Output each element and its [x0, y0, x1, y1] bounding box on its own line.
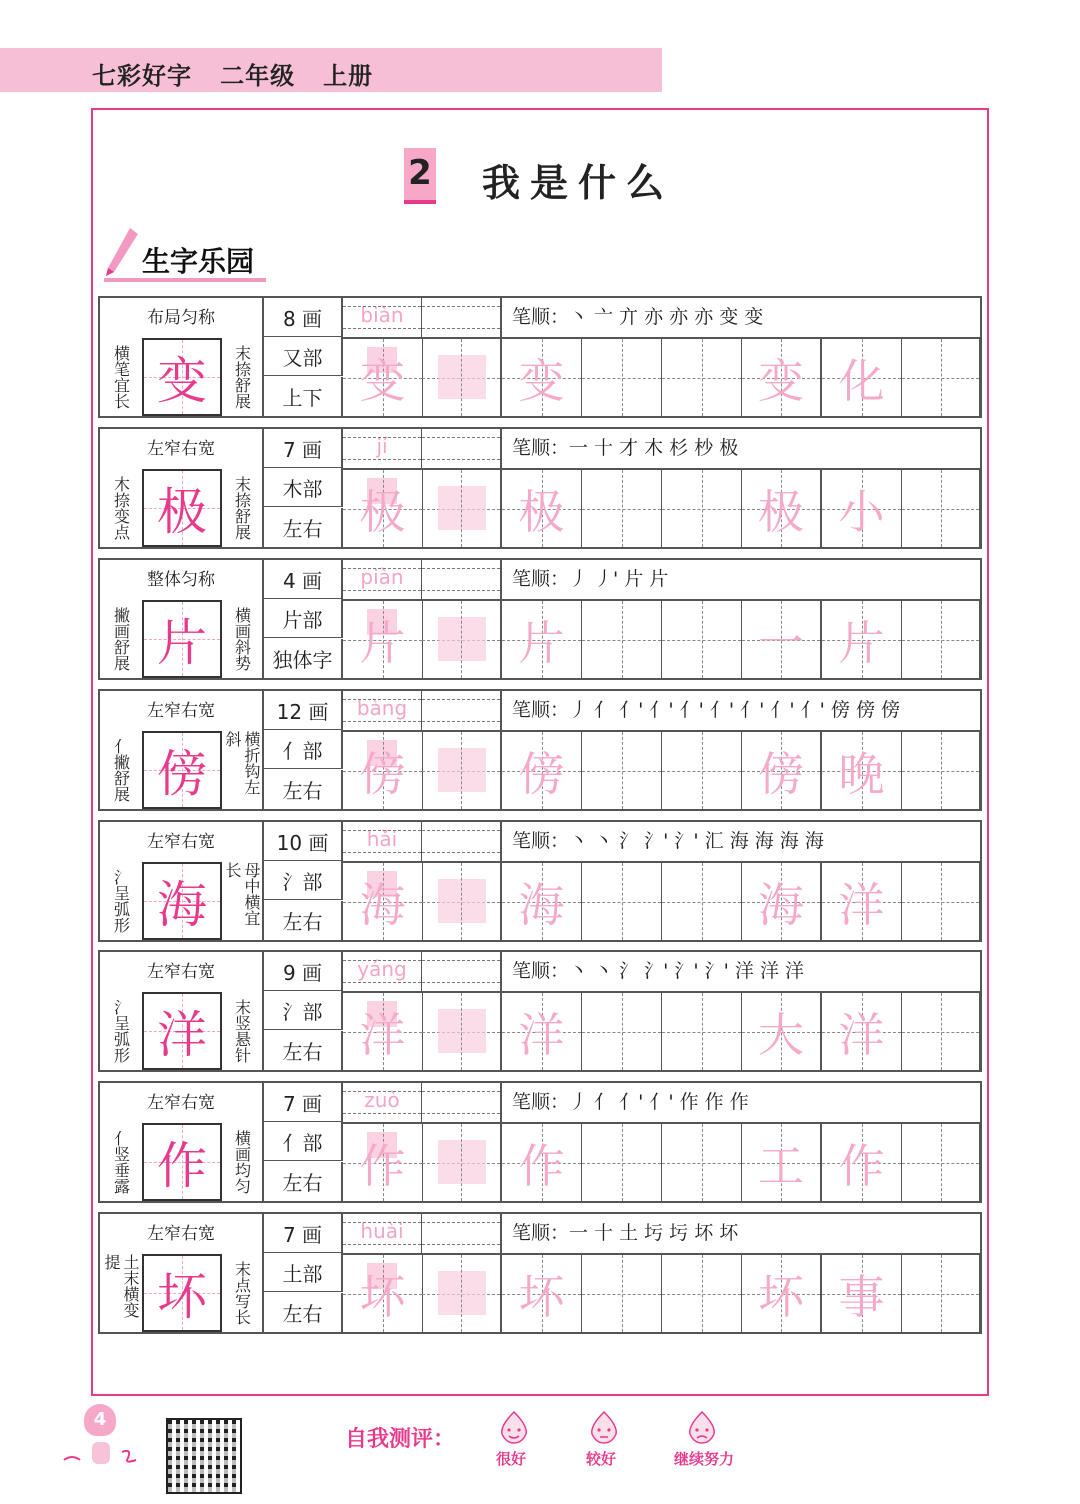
radical: 片部 [264, 599, 343, 638]
writing-box[interactable] [662, 337, 742, 416]
rating-very-good: 很好 [496, 1450, 527, 1468]
writing-box[interactable] [422, 599, 502, 678]
stroke-order-sequence: 丶 丶 氵 氵' 氵' 氵' 洋 洋 洋 [569, 960, 805, 982]
writing-box[interactable] [343, 468, 423, 547]
stroke-order-label: 笔顺： [512, 568, 570, 590]
writing-box[interactable] [742, 337, 822, 416]
model-character-text: 海 [157, 876, 207, 934]
writing-box[interactable] [582, 1253, 662, 1332]
writing-tip-right: 横画均匀 [222, 1123, 264, 1201]
trace-character: 洋 [838, 1007, 885, 1062]
stroke-count: 9 画 [264, 952, 343, 991]
structure: 左右 [264, 901, 343, 940]
pinyin-trace: biàn [343, 298, 422, 337]
stroke-order [502, 1214, 980, 1253]
writing-box[interactable] [662, 861, 742, 940]
stroke-order [502, 429, 980, 468]
writing-box[interactable] [343, 991, 423, 1070]
stroke-order-label: 笔顺： [512, 830, 570, 852]
mushroom-decoration-icon [62, 1438, 152, 1468]
writing-tip-right: 横画斜势 [222, 600, 264, 678]
writing-box[interactable] [582, 468, 662, 547]
writing-box[interactable] [742, 730, 822, 809]
trace-character: 洋 [838, 877, 885, 932]
writing-tip-right: 末竖悬针 [222, 992, 264, 1070]
model-character [142, 600, 222, 678]
stroke-count: 12 画 [264, 691, 343, 730]
stroke-order-label: 笔顺： [512, 437, 570, 459]
writing-box[interactable] [822, 861, 902, 940]
stroke-count: 8 画 [264, 298, 343, 337]
trace-character: 变 [758, 353, 804, 408]
pinyin-trace: jí [343, 429, 422, 468]
page-number: 4 [84, 1404, 116, 1436]
trace-character: 洋 [359, 1007, 406, 1062]
character-row [98, 1081, 982, 1203]
character-row [98, 820, 982, 942]
self-evaluation-label: 自我测评： [345, 1427, 456, 1452]
pinyin-trace: piàn [343, 560, 422, 599]
writing-box[interactable] [902, 1253, 980, 1332]
writing-box[interactable] [902, 861, 980, 940]
trace-character: 极 [359, 484, 406, 539]
model-character [142, 338, 222, 416]
writing-tip-right: 末捺舒展 [222, 338, 264, 416]
layout-label: 左窄右宽 [100, 691, 264, 731]
writing-box[interactable] [742, 468, 822, 547]
stroke-order-sequence: 丿 亻 亻' 亻' 亻' 亻' 亻' 亻' 亻' 傍 傍 傍 [569, 699, 901, 721]
trace-character: 洋 [518, 1007, 565, 1062]
pinyin-trace: yáng [343, 952, 422, 991]
writing-box[interactable] [343, 337, 423, 416]
writing-box[interactable] [662, 991, 742, 1070]
trace-character: 海 [758, 877, 804, 932]
layout-label: 左窄右宽 [100, 1083, 264, 1123]
trace-character: 片 [359, 615, 406, 670]
writing-box[interactable] [822, 599, 902, 678]
writing-box[interactable] [582, 991, 662, 1070]
writing-box[interactable] [502, 1253, 582, 1332]
writing-box[interactable] [902, 1122, 980, 1201]
character-row [98, 689, 982, 811]
section-underline [104, 278, 266, 282]
model-character-text: 傍 [157, 745, 207, 803]
model-character-text: 作 [157, 1137, 207, 1195]
stroke-count: 7 画 [264, 1083, 343, 1122]
layout-label: 整体匀称 [100, 560, 264, 600]
rating-good: 较好 [586, 1450, 617, 1468]
trace-character: 晚 [838, 746, 885, 801]
stroke-order-sequence: 丶 亠 亣 亦 亦 亦 变 变 [569, 306, 764, 328]
pinyin-practice-box[interactable] [422, 691, 502, 730]
character-row [98, 950, 982, 1072]
writing-tip-left: 亻撇舒展 [111, 738, 131, 802]
layout-label: 左窄右宽 [100, 429, 264, 469]
lesson-number: 2 [404, 148, 436, 204]
writing-box[interactable] [662, 1122, 742, 1201]
trace-character: 傍 [359, 746, 406, 801]
writing-box[interactable] [662, 468, 742, 547]
highlight-block [438, 748, 486, 792]
writing-box[interactable] [343, 861, 423, 940]
highlight-block [438, 879, 486, 923]
stroke-count: 4 画 [264, 560, 343, 599]
writing-tip-left: 横笔宜长 [111, 345, 131, 409]
writing-box[interactable] [582, 1122, 662, 1201]
rating-face-very-good-icon[interactable] [496, 1410, 532, 1444]
trace-character: 傍 [758, 746, 804, 801]
character-row [98, 296, 982, 418]
radical: 氵部 [264, 991, 343, 1030]
model-character-text: 洋 [157, 1006, 207, 1064]
structure: 独体字 [264, 639, 343, 678]
trace-character: 变 [518, 353, 565, 408]
radical: 亻部 [264, 730, 343, 769]
highlight-block [438, 1140, 486, 1184]
writing-box[interactable] [742, 1253, 822, 1332]
layout-label: 布局匀称 [100, 298, 264, 338]
highlight-block [438, 617, 486, 661]
writing-tip-left: 氵呈弧形 [111, 869, 131, 933]
book-title: 七彩好字 [92, 62, 192, 90]
model-character [142, 862, 222, 940]
trace-character: 事 [838, 1269, 885, 1324]
writing-box[interactable] [662, 730, 742, 809]
writing-tip-left: 木捺变点 [111, 476, 131, 540]
trace-character: 一 [758, 615, 804, 670]
model-character [142, 1123, 222, 1201]
writing-box[interactable] [662, 599, 742, 678]
writing-box[interactable] [822, 468, 902, 547]
trace-character: 极 [758, 484, 804, 539]
writing-tip-left: 土末横变提 [102, 1254, 140, 1318]
pinyin-trace: bàng [343, 691, 422, 730]
model-character [142, 731, 222, 809]
writing-box[interactable] [502, 861, 582, 940]
stroke-order-label: 笔顺： [512, 306, 570, 328]
writing-box[interactable] [822, 991, 902, 1070]
writing-box[interactable] [902, 730, 980, 809]
layout-label: 左窄右宽 [100, 1214, 264, 1254]
stroke-order-label: 笔顺： [512, 699, 570, 721]
trace-character: 变 [359, 353, 406, 408]
model-character [142, 992, 222, 1070]
writing-tip-right: 横折钩左斜 [222, 731, 264, 809]
stroke-order-label: 笔顺： [512, 960, 570, 982]
stroke-order-sequence: 丿 亻 亻' 亻' 作 作 作 [569, 1091, 749, 1113]
qr-code-icon [166, 1418, 242, 1494]
writing-box[interactable] [422, 1253, 502, 1332]
trace-character: 片 [518, 615, 565, 670]
trace-character: 坏 [758, 1269, 804, 1324]
section-title: 生字乐园 [142, 245, 255, 278]
structure: 左右 [264, 770, 343, 809]
writing-box[interactable] [502, 1122, 582, 1201]
writing-box[interactable] [582, 599, 662, 678]
writing-tip-left: 亻竖垂露 [111, 1130, 131, 1194]
radical: 木部 [264, 468, 343, 507]
trace-character: 小 [838, 484, 885, 539]
structure: 上下 [264, 377, 343, 416]
book-header [92, 56, 373, 91]
trace-character: 片 [838, 615, 885, 670]
writing-box[interactable] [422, 468, 502, 547]
pinyin-practice-box[interactable] [422, 429, 502, 468]
trace-character: 极 [518, 484, 565, 539]
layout-label: 左窄右宽 [100, 952, 264, 992]
model-character-text: 片 [157, 614, 207, 672]
radical: 土部 [264, 1253, 343, 1292]
writing-box[interactable] [742, 599, 822, 678]
stroke-count: 10 画 [264, 822, 343, 861]
pinyin-practice-box[interactable] [422, 1214, 502, 1253]
model-character [142, 469, 222, 547]
writing-box[interactable] [902, 599, 980, 678]
writing-box[interactable] [902, 337, 980, 416]
trace-character: 化 [838, 353, 885, 408]
writing-box[interactable] [502, 991, 582, 1070]
model-character-text: 变 [157, 352, 207, 410]
writing-box[interactable] [343, 1253, 423, 1332]
pencil-icon [104, 226, 140, 278]
writing-tip-right: 末点写长 [222, 1254, 264, 1332]
model-character [142, 1254, 222, 1332]
model-character-text: 极 [157, 483, 207, 541]
writing-box[interactable] [822, 730, 902, 809]
pinyin-trace: zuò [343, 1083, 422, 1122]
trace-character: 作 [838, 1138, 885, 1193]
grade-label: 二年级 [220, 62, 296, 90]
model-character-text: 坏 [157, 1268, 207, 1326]
rating-keep-trying: 继续努力 [674, 1450, 735, 1468]
radical: 氵部 [264, 861, 343, 900]
trace-character: 海 [518, 877, 565, 932]
writing-box[interactable] [422, 1122, 502, 1201]
writing-box[interactable] [422, 337, 502, 416]
pinyin-practice-box[interactable] [422, 822, 502, 861]
writing-box[interactable] [742, 991, 822, 1070]
writing-box[interactable] [343, 1122, 423, 1201]
writing-box[interactable] [502, 599, 582, 678]
highlight-block [438, 1009, 486, 1053]
pinyin-practice-box[interactable] [422, 298, 502, 337]
writing-box[interactable] [822, 337, 902, 416]
pinyin-practice-box[interactable] [422, 952, 502, 991]
stroke-order-sequence: 丶 丶 氵 氵' 氵' 汇 海 海 海 海 [569, 830, 824, 852]
pinyin-practice-box[interactable] [422, 1083, 502, 1122]
stroke-order-sequence: 一 十 土 圬 圬 坏 坏 [569, 1222, 739, 1244]
stroke-count: 7 画 [264, 429, 343, 468]
stroke-order [502, 822, 980, 861]
trace-character: 作 [518, 1138, 565, 1193]
writing-box[interactable] [902, 468, 980, 547]
structure: 左右 [264, 1162, 343, 1201]
volume-label: 上册 [323, 62, 374, 90]
writing-box[interactable] [582, 337, 662, 416]
writing-tip-right: 末捺舒展 [222, 469, 264, 547]
writing-box[interactable] [742, 861, 822, 940]
trace-character: 傍 [518, 746, 565, 801]
writing-tip-left: 撇画舒展 [111, 607, 131, 671]
pinyin-practice-box[interactable] [422, 560, 502, 599]
radical: 亻部 [264, 1122, 343, 1161]
stroke-order [502, 952, 980, 991]
trace-character: 大 [758, 1007, 804, 1062]
pinyin-trace: hǎi [343, 822, 422, 861]
writing-box[interactable] [422, 730, 502, 809]
lesson-title: 我是什么 [482, 161, 675, 205]
writing-box[interactable] [502, 468, 582, 547]
stroke-order-label: 笔顺： [512, 1091, 570, 1113]
writing-box[interactable] [422, 861, 502, 940]
stroke-order-sequence: 一 十 才 木 杉 杪 极 [569, 437, 739, 459]
writing-box[interactable] [822, 1122, 902, 1201]
trace-character: 海 [359, 877, 406, 932]
stroke-order-label: 笔顺： [512, 1222, 570, 1244]
writing-box[interactable] [582, 730, 662, 809]
structure: 左右 [264, 1031, 343, 1070]
highlight-block [438, 1271, 486, 1315]
stroke-order [502, 298, 980, 337]
writing-box[interactable] [742, 1122, 822, 1201]
writing-box[interactable] [343, 730, 423, 809]
stroke-order [502, 691, 980, 730]
stroke-count: 7 画 [264, 1214, 343, 1253]
writing-box[interactable] [662, 1253, 742, 1332]
trace-character: 坏 [359, 1269, 406, 1324]
trace-character: 坏 [518, 1269, 565, 1324]
writing-box[interactable] [582, 861, 662, 940]
character-row [98, 427, 982, 549]
trace-character: 工 [758, 1138, 804, 1193]
layout-label: 左窄右宽 [100, 822, 264, 862]
character-row [98, 558, 982, 680]
highlight-block [438, 486, 486, 530]
trace-character: 作 [359, 1138, 406, 1193]
character-row [98, 1212, 982, 1334]
structure: 左右 [264, 508, 343, 547]
pinyin-trace: huài [343, 1214, 422, 1253]
stroke-order [502, 1083, 980, 1122]
rating-face-good-icon[interactable] [586, 1410, 622, 1444]
radical: 又部 [264, 337, 343, 376]
writing-tip-right: 母中横宜长 [222, 862, 264, 940]
writing-box[interactable] [902, 991, 980, 1070]
highlight-block [438, 355, 486, 399]
writing-box[interactable] [822, 1253, 902, 1332]
writing-box[interactable] [422, 991, 502, 1070]
stroke-order [502, 560, 980, 599]
rating-face-keep-trying-icon[interactable] [684, 1410, 720, 1444]
writing-tip-left: 氵呈弧形 [111, 999, 131, 1063]
writing-box[interactable] [502, 730, 582, 809]
structure: 左右 [264, 1293, 343, 1332]
stroke-order-sequence: 丿 丿' 片 片 [569, 568, 669, 590]
writing-box[interactable] [502, 337, 582, 416]
writing-box[interactable] [343, 599, 423, 678]
